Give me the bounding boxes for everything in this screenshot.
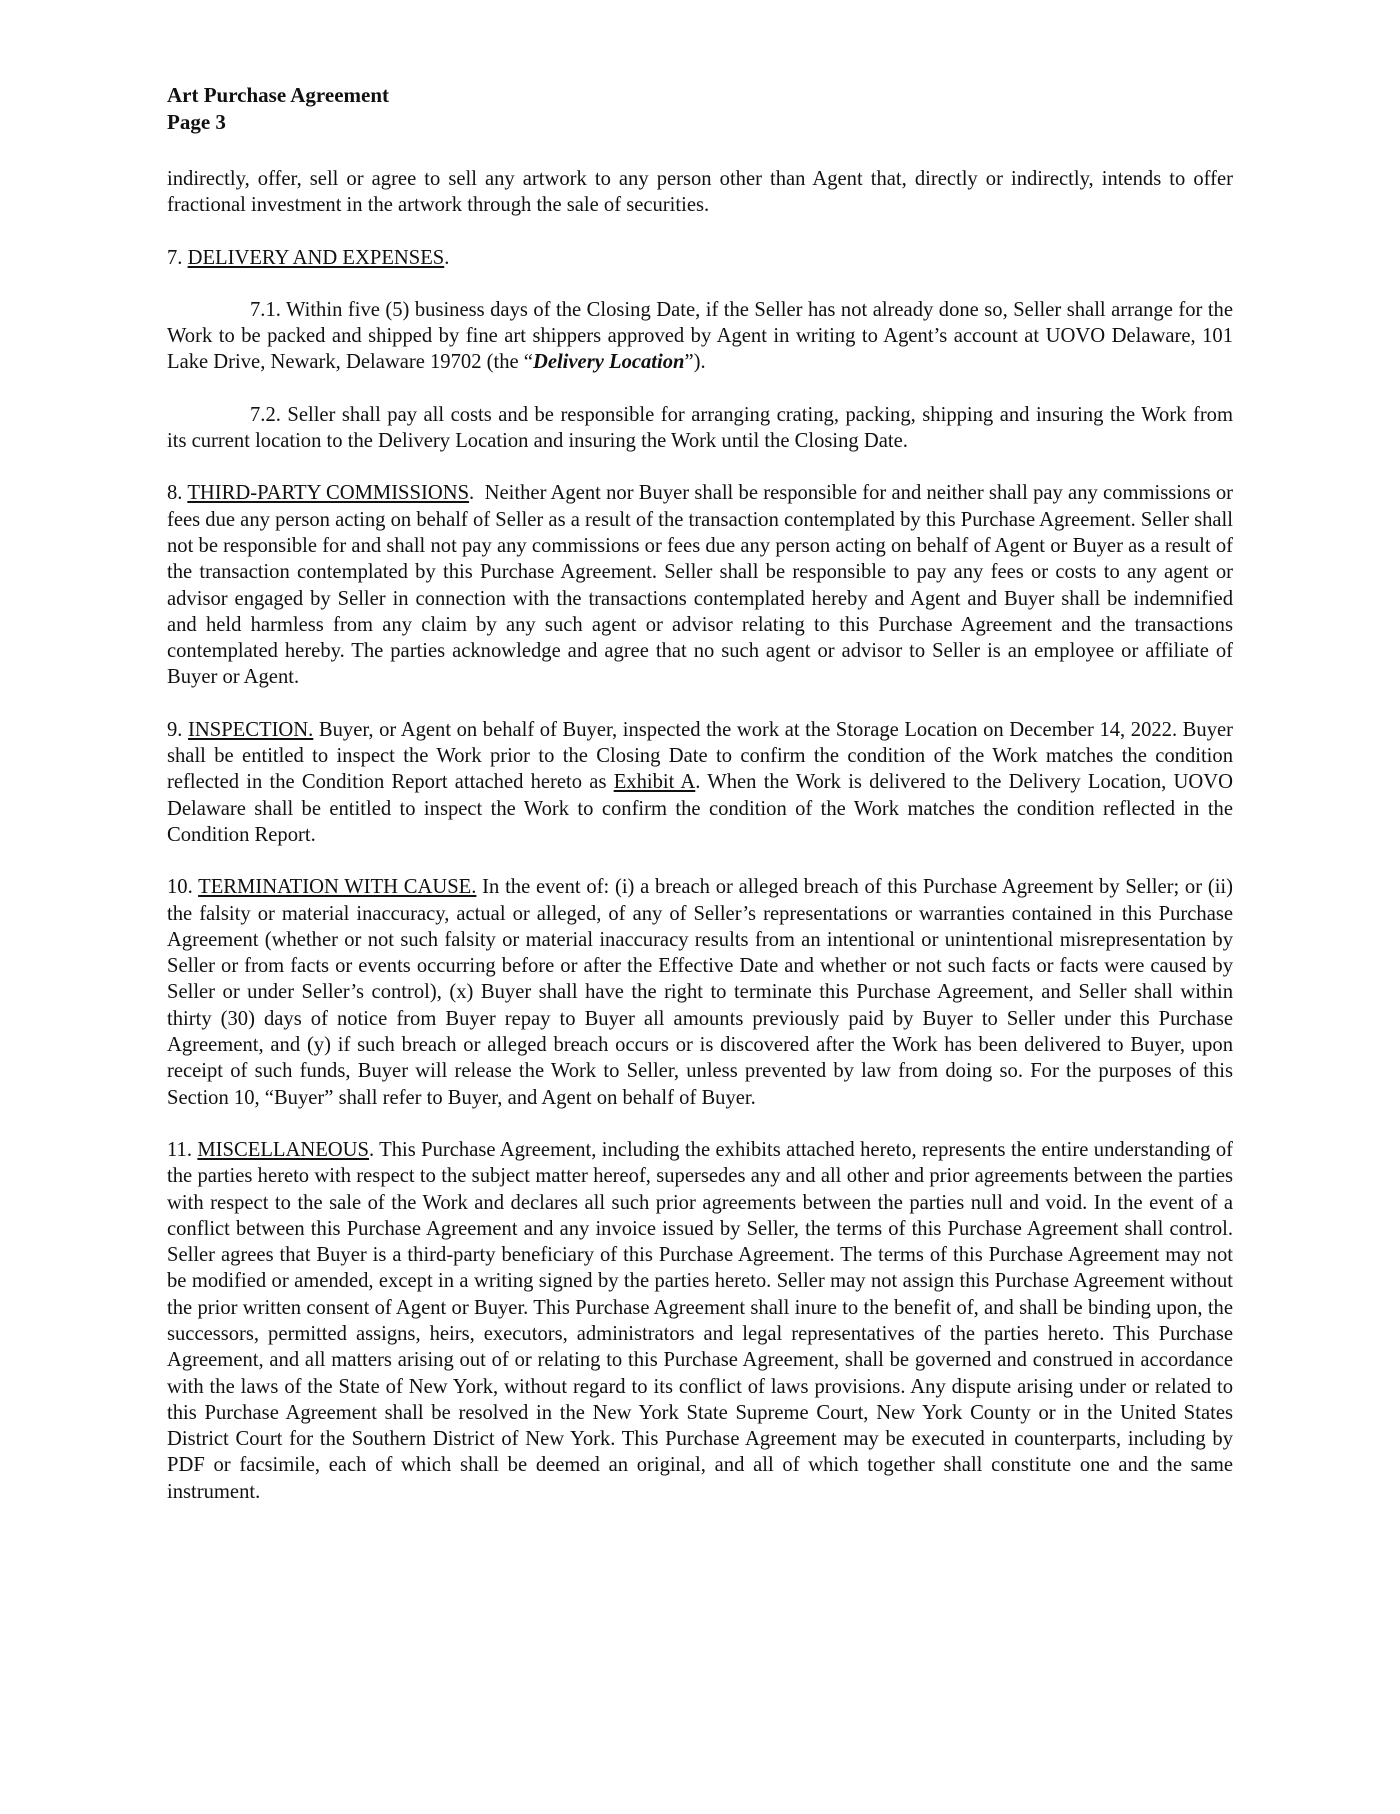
section-11-title: MISCELLANEOUS — [197, 1138, 369, 1161]
section-7-1-closing: ”). — [684, 351, 706, 374]
continued-paragraph: indirectly, offer, sell or agree to sell any artwork to any person other than Agent that, directly or indirectly, intends to offer fractional investment in the artwork through the sale of securities. — [167, 168, 1233, 217]
section-8-body: . Neither Agent nor Buyer shall be responsible for and neither shall pay any commissions or fees due any person acting on behalf of Seller as a result of the transaction contemplated by this Purchase Agreement. Seller shall not be responsible for and shall not pay any commissions or fees due any person acting on behalf of Agent or Buyer as a result of the transaction contemplated by this Purchase Agreement. Seller shall be responsible to pay any fees or costs to any agent or advisor engaged by Seller in connection with the transactions contemplated hereby and Agent and Buyer shall be indemnified and held harmless from any claim by any such agent or advisor relating to this Purchase Agreement and the transactions contemplated hereby. The parties acknowledge and agree that no such agent or advisor to Seller is an employee or affiliate of Buyer or Agent. — [167, 482, 1239, 689]
exhibit-a-reference: Exhibit A — [613, 771, 696, 794]
section-10-body: In the event of: (i) a breach or alleged breach of this Purchase Agreement by Seller; or (ii) the falsity or material inaccuracy, actual or alleged, of any of Seller’s representations or warranties contained in this Purchase Agreement (whether or not such falsity or material inaccuracy results from an intentional or unintentional misrepresentation by Seller or from facts or events occurring before or after the Effective Date and whether or not such facts or facts were caused by Seller or under Seller’s control), (x) Buyer shall have the right to terminate this Purchase Agreement, and Seller shall within thirty (30) days of notice from Buyer repay to Buyer all amounts previously paid by Buyer to Seller under this Purchase Agreement, and (y) if such breach or alleged breach occurs or is discovered after the Work has been delivered to Buyer, upon receipt of such funds, Buyer will release the Work to Seller, unless prevented by law from doing so. For the purposes of this Section 10, “Buyer” shall refer to Buyer, and Agent on behalf of Buyer. — [167, 876, 1233, 1109]
section-10-title: TERMINATION WITH CAUSE. — [198, 876, 477, 899]
section-9-title: INSPECTION. — [188, 718, 314, 741]
section-9-body-end: . When the Work is delivered to the Delivery Location, UOVO Delaware shall be entitled to inspect the Work to confirm the condition of the Work matches the condition reflected in the Condition Report. — [167, 771, 1233, 846]
section-7-1-text: 7.1. Within five (5) business days of the Closing Date, if the Seller has not already done so, Seller shall arrange for the Work to be packed and shipped by fine art shippers approved by Agent in writing to Agent’s account at UOVO Delaware, 101 Lake Drive, Newark, Delaware 19702 (the “ — [167, 298, 1233, 374]
page-number: Page 3 — [167, 110, 226, 134]
section-9-number: 9. — [167, 718, 189, 741]
section-7-2-paragraph: 7.2. Seller shall pay all costs and be responsible for arranging crating, packing, shipping and insuring the Work from its current location to the Delivery Location and insuring the Work until the Closing Date. — [167, 403, 1233, 453]
document-page — [167, 82, 1239, 1505]
section-8-title: THIRD-PARTY COMMISSIONS — [187, 482, 470, 505]
section-11-body: . This Purchase Agreement, including the exhibits attached hereto, represents the entire understanding of the parties hereto with respect to the subject matter hereof, supersedes any and all other and prior agreements between the parties with respect to the sale of the Work and declares all such prior agreements between the parties null and void. In the event of a conflict between this Purchase Agreement and any invoice issued by Seller, the terms of this Purchase Agreement shall control. Seller agrees that Buyer is a third-party beneficiary of this Purchase Agreement. The terms of this Purchase Agreement may not be modified or amended, except in a writing signed by the parties hereto. Seller may not assign this Purchase Agreement without the prior written consent of Agent or Buyer. This Purchase Agreement shall inure to the benefit of, and shall be binding upon, the successors, permitted assigns, heirs, executors, administrators and legal representatives of the parties hereto. This Purchase Agreement, and all matters arising out of or relating to this Purchase Agreement, shall be governed and construed in accordance with the laws of the State of New York, without regard to its conflict of laws provisions. Any dispute arising under or related to this Purchase Agreement shall be resolved in the New York State Supreme Court, New York County or in the United States District Court for the Southern District of New York. This Purchase Agreement may be executed in counterparts, including by PDF or facsimile, each of which shall be deemed an original, and all of which together shall constitute one and the same instrument. — [167, 1138, 1233, 1503]
section-9-paragraph — [167, 717, 1233, 848]
section-7-title: DELIVERY AND EXPENSES — [187, 246, 445, 269]
section-11-number: 11. — [167, 1138, 198, 1161]
section-7-number: 7. — [167, 246, 188, 269]
section-10-number: 10. — [167, 876, 199, 899]
section-10-paragraph — [167, 874, 1233, 1111]
defined-term-delivery-location: Delivery Location — [532, 351, 685, 374]
document-title: Art Purchase Agreement — [167, 83, 389, 107]
section-7-title-period: . — [444, 246, 450, 269]
section-8-paragraph — [167, 480, 1239, 690]
section-9-body: Buyer, or Agent on behalf of Buyer, inspected the work at the Storage Location on December 14, 2022. Buyer shall be entitled to inspect the Work prior to the Closing Date to confirm the condition of the Work matches the condition reflected in the Condition Report attached hereto as — [167, 718, 1234, 794]
page-header — [167, 82, 1233, 136]
section-8-number: 8. — [167, 482, 188, 505]
section-7-1-paragraph — [167, 297, 1233, 376]
section-7-heading — [167, 245, 1233, 271]
section-11-paragraph — [167, 1137, 1233, 1505]
